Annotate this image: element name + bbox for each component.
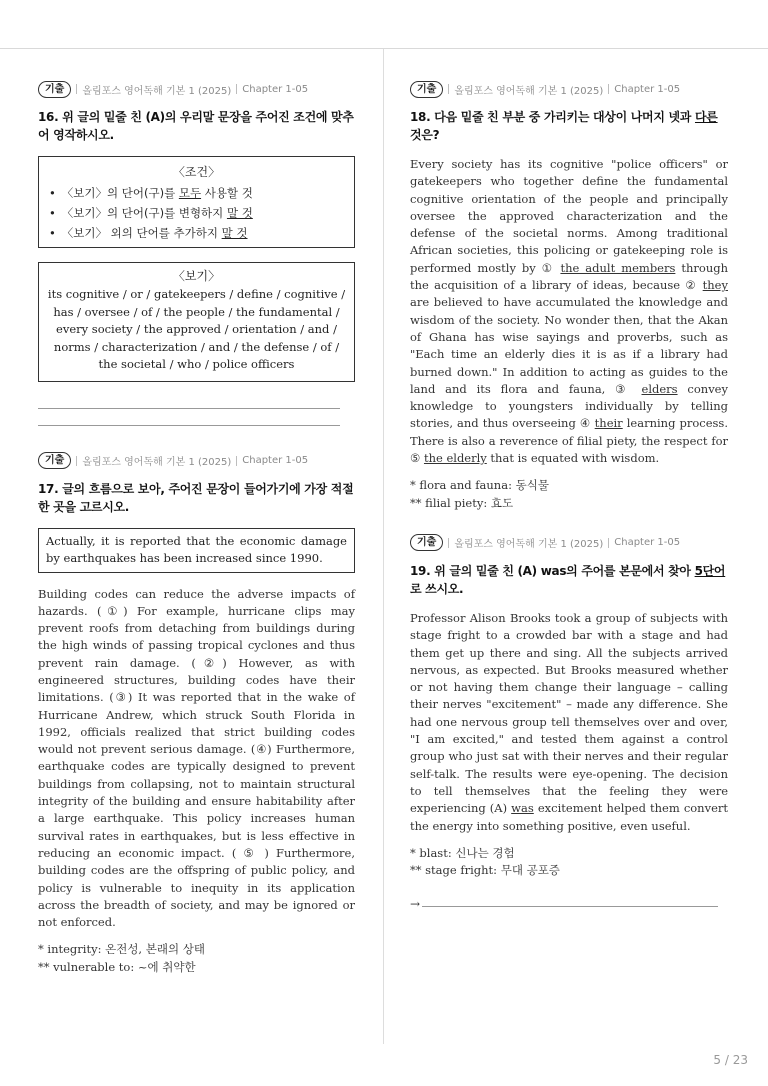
answer-line-2[interactable] xyxy=(38,425,340,426)
conditions-title: 〈조건〉 xyxy=(172,165,221,179)
exam-badge: 기출 xyxy=(38,81,71,98)
footnote-1: * integrity: 온전성, 본래의 상태 xyxy=(38,942,205,957)
question-17-prompt: 17. 글의 흐름으로 보아, 주어진 문장이 들어가기에 가장 적절한 곳을 고르시오. xyxy=(38,481,354,514)
left-column xyxy=(38,80,355,976)
question-19 xyxy=(410,534,728,911)
question-16-source xyxy=(38,80,355,98)
separator xyxy=(608,84,609,94)
separator xyxy=(76,84,77,94)
underlined-choice-3: elders xyxy=(641,381,678,396)
book-title: 올림포스 영어독해 기본 1 (2025) xyxy=(82,457,232,468)
condition-3: • 〈보기〉 외의 단어를 추가하지 말 것 xyxy=(47,223,346,243)
question-19-prompt: 19. 위 글의 밑줄 친 (A) was의 주어를 본문에서 찾아 5단어로 쓰시오. xyxy=(410,563,726,596)
separator xyxy=(76,456,77,466)
chapter-label: Chapter 1-05 xyxy=(614,537,681,549)
separator xyxy=(608,538,609,548)
word-bank-words: its cognitive / or / gatekeepers / define / cognitive / has / oversee / of / the people / the fundamental / every society / the approved / orientation / and / norms / characterization / and / the defense / of / the societal / who / police officers xyxy=(47,287,346,371)
separator xyxy=(236,456,237,466)
question-17-notes xyxy=(38,941,355,976)
underlined-choice-5: the elderly xyxy=(423,451,487,466)
underlined-choice-1: the adult members xyxy=(560,260,676,275)
book-title: 올림포스 영어독해 기본 1 (2025) xyxy=(82,85,232,97)
question-17 xyxy=(38,452,355,977)
word-bank-title: 〈보기〉 xyxy=(172,268,221,283)
footnote-1: * flora and fauna: 동식물 xyxy=(410,478,549,493)
chapter-label: Chapter 1-05 xyxy=(614,83,681,95)
page-number: 5 / 23 xyxy=(713,1053,748,1067)
right-column xyxy=(410,80,728,911)
chapter-label: Chapter 1-05 xyxy=(242,83,309,95)
arrow-icon: → xyxy=(410,897,421,912)
question-19-passage: Professor Alison Brooks took a group of subjects with stage fright to a crowded bar with a stage and had them get up there and sing. All the subjects arrived nervous, as expected. But Brooks measured whether or not having them change their language – calling their nerves "excitement" – made any difference. She had one nervous group tell themselves over and over, "I am excited," and tested them against a control group who just sat with their nerves and their regular self-talk. The results were eye-opening. The decision to tell themselves that the feeling they were experiencing (A) was excitement helped them convert the energy into something positive, even useful. xyxy=(410,610,729,833)
footnote-2: ** stage fright: 무대 공포증 xyxy=(410,863,560,878)
condition-1: • 〈보기〉의 단어(구)를 모두 사용할 것 xyxy=(47,183,346,203)
separator xyxy=(236,84,237,94)
question-16 xyxy=(38,80,355,426)
footnote-2: ** vulnerable to: ~에 취약한 xyxy=(38,959,196,974)
conditions-box xyxy=(38,156,355,248)
question-18 xyxy=(410,80,728,512)
question-16-prompt: 16. 위 글의 밑줄 친 (A)의 우리말 문장을 주어진 조건에 맞추어 영작하시오. xyxy=(38,110,354,142)
chapter-label: Chapter 1-05 xyxy=(242,455,309,466)
answer-underline xyxy=(422,906,718,907)
exam-badge: 기출 xyxy=(38,452,71,469)
exam-badge: 기출 xyxy=(410,534,443,551)
question-18-notes xyxy=(410,477,728,512)
question-18-passage: Every society has its cognitive "police officers" or gatekeepers who together define the fundamental cognitive orientation of the people and principally oversee the approved characterization and the defense of the societal norms. Among traditional African societies, this policing or gatekeeping role is performed mostly by ① the adult members through the acquisition of a library of ideas, because ② they are believed to have accumulated the knowledge and wisdom of the society. No wonder then, that the Akan of Ghana has wise sayings and proverbs, such as "Each time an elderly dies it is as if a library had burned down." In addition to acting as guides to the land and its flora and fauna, ③ elders convey knowledge to youngsters individually by telling stories, and thus overseeing ④ their learning process. There is also a reverence of filial piety, the respect for ⑤ the elderly that is equated with wisdom. xyxy=(410,157,729,466)
underlined-choice-2: they xyxy=(702,278,728,293)
top-rule xyxy=(0,48,768,49)
question-19-source xyxy=(410,534,728,552)
underlined-choice-4: their xyxy=(594,416,623,431)
separator xyxy=(448,538,449,548)
question-17-passage: Building codes can reduce the adverse impacts of hazards. (①) For example, hurricane clips may prevent roofs from detaching from buildings during the high winds of passing tropical cyclones and thus prevent rain damage. (②) However, as with engineered structures, building codes have their limitations. (③) It was reported that in the wake of Hurricane Andrew, which struck South Florida in 1992, officials realized that strict building codes would not prevent serious damage. (④) Furthermore, earthquake codes are typically designed to prevent buildings from collapsing, not to maintain structural integrity of the building and ensure habitability after a large earthquake. This policy increases human survival rates in earthquakes, but is less effective in reducing an economic impact. ( ⑤ ) Furthermore, building codes are the offspring of public policy, and policy is vulnerable to inequity in its application across the breadth of society, and may be ignored or not enforced. xyxy=(38,586,355,930)
question-17-source xyxy=(38,452,355,470)
answer-line-1[interactable] xyxy=(38,408,340,409)
condition-2: • 〈보기〉의 단어(구)를 변형하지 말 것 xyxy=(47,203,346,223)
separator xyxy=(448,84,449,94)
word-bank-box xyxy=(38,262,355,382)
question-19-notes xyxy=(410,845,728,880)
book-title: 올림포스 영어독해 기본 1 (2025) xyxy=(454,539,604,551)
footnote-2: ** filial piety: 효도 xyxy=(410,495,514,510)
column-divider xyxy=(383,49,384,1044)
answer-line[interactable] xyxy=(410,897,728,911)
book-title: 올림포스 영어독해 기본 1 (2025) xyxy=(454,85,604,97)
question-18-source xyxy=(410,80,728,98)
footnote-1: * blast: 신나는 경험 xyxy=(410,845,515,860)
exam-badge: 기출 xyxy=(410,81,443,98)
given-sentence-box: Actually, it is reported that the economic damage by earthquakes has been increased since 1990. xyxy=(38,528,355,573)
question-18-prompt: 18. 다음 밑줄 친 부분 중 가리키는 대상이 나머지 넷과 다른 것은? xyxy=(410,110,718,142)
underlined-was: was xyxy=(511,801,534,816)
